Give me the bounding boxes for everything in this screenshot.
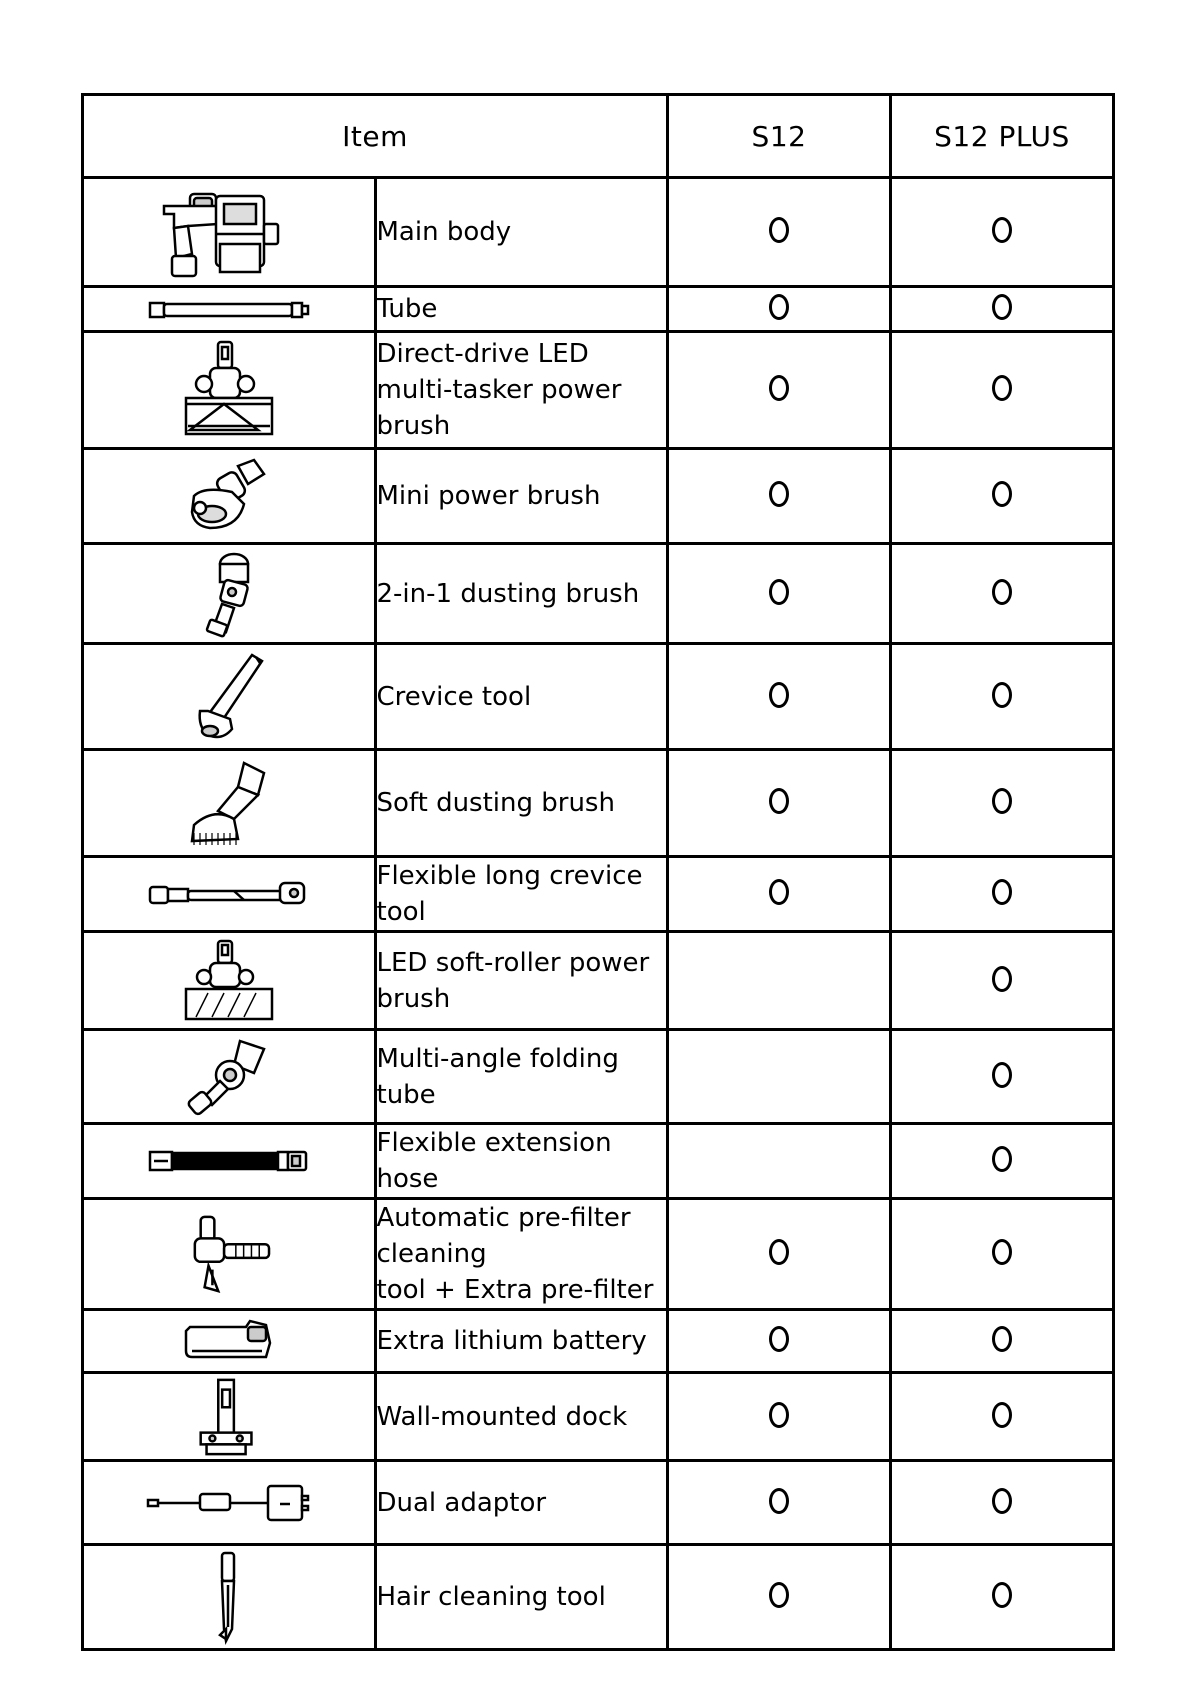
s12-plus-cell	[891, 644, 1114, 750]
included-mark-icon	[769, 1582, 789, 1608]
s12-plus-cell	[891, 1199, 1114, 1310]
extension-hose-icon	[144, 1146, 314, 1176]
header-item: Item	[83, 95, 668, 178]
included-mark-icon	[992, 217, 1012, 243]
s12-cell	[668, 1545, 891, 1650]
s12-cell	[668, 1124, 891, 1199]
table-row	[83, 178, 1114, 287]
s12-plus-cell	[891, 1030, 1114, 1124]
s12-plus-cell	[891, 1461, 1114, 1545]
s12-plus-cell	[891, 932, 1114, 1030]
table-row	[83, 1124, 1114, 1199]
header-row	[83, 95, 1114, 178]
table-row	[83, 287, 1114, 332]
s12-cell	[668, 1030, 891, 1124]
table-row	[83, 1030, 1114, 1124]
included-mark-icon	[992, 1402, 1012, 1428]
item-name: Flexible long crevice tool	[375, 857, 668, 932]
item-name: Main body	[375, 178, 668, 287]
item-image-cell	[83, 449, 376, 544]
included-mark-icon	[992, 966, 1012, 992]
item-name: Multi-angle folding tube	[375, 1030, 668, 1124]
item-name: Crevice tool	[375, 644, 668, 750]
power-brush-icon	[174, 338, 284, 442]
mini-brush-icon	[174, 456, 284, 536]
item-image-cell	[83, 332, 376, 449]
item-image-cell	[83, 750, 376, 857]
battery-icon	[174, 1313, 284, 1369]
included-mark-icon	[992, 1146, 1012, 1172]
item-image-cell	[83, 1030, 376, 1124]
included-mark-icon	[769, 1402, 789, 1428]
table-row	[83, 1545, 1114, 1650]
main-body-icon	[144, 184, 314, 280]
item-name: Soft dusting brush	[375, 750, 668, 857]
s12-cell	[668, 1461, 891, 1545]
item-image-cell	[83, 287, 376, 332]
table-row	[83, 1310, 1114, 1373]
item-image-cell	[83, 1545, 376, 1650]
included-mark-icon	[992, 294, 1012, 320]
s12-plus-cell	[891, 750, 1114, 857]
s12-plus-cell	[891, 1124, 1114, 1199]
included-mark-icon	[769, 217, 789, 243]
s12-cell	[668, 644, 891, 750]
accessory-table	[81, 93, 1115, 1651]
s12-cell	[668, 178, 891, 287]
included-mark-icon	[992, 1326, 1012, 1352]
included-mark-icon	[769, 1326, 789, 1352]
included-mark-icon	[769, 294, 789, 320]
s12-plus-cell	[891, 857, 1114, 932]
item-name: Dual adaptor	[375, 1461, 668, 1545]
item-name: Mini power brush	[375, 449, 668, 544]
header-s12-plus: S12 PLUS	[891, 95, 1114, 178]
s12-cell	[668, 1373, 891, 1461]
s12-plus-cell	[891, 287, 1114, 332]
item-name: Hair cleaning tool	[375, 1545, 668, 1650]
included-mark-icon	[769, 682, 789, 708]
s12-cell	[668, 857, 891, 932]
table-row	[83, 1461, 1114, 1545]
crevice-tool-icon	[174, 649, 284, 745]
s12-cell	[668, 1310, 891, 1373]
s12-plus-cell	[891, 1545, 1114, 1650]
table-row	[83, 1199, 1114, 1310]
included-mark-icon	[992, 481, 1012, 507]
s12-plus-cell	[891, 332, 1114, 449]
item-name: Wall-mounted dock	[375, 1373, 668, 1461]
hair-tool-icon	[174, 1549, 284, 1645]
item-image-cell	[83, 544, 376, 644]
folding-tube-icon	[174, 1035, 284, 1119]
item-image-cell	[83, 857, 376, 932]
item-name: 2-in-1 dusting brush	[375, 544, 668, 644]
included-mark-icon	[992, 788, 1012, 814]
table-row	[83, 857, 1114, 932]
item-name: Extra lithium battery	[375, 1310, 668, 1373]
item-name: Direct-drive LED multi-tasker power brush	[375, 332, 668, 449]
item-image-cell	[83, 932, 376, 1030]
item-image-cell	[83, 1310, 376, 1373]
included-mark-icon	[992, 1062, 1012, 1088]
header-s12: S12	[668, 95, 891, 178]
item-image-cell	[83, 1373, 376, 1461]
s12-plus-cell	[891, 544, 1114, 644]
adaptor-icon	[144, 1478, 314, 1528]
s12-plus-cell	[891, 449, 1114, 544]
s12-plus-cell	[891, 1310, 1114, 1373]
table-row	[83, 449, 1114, 544]
included-mark-icon	[769, 579, 789, 605]
table-row	[83, 644, 1114, 750]
included-mark-icon	[769, 1488, 789, 1514]
soft-brush-icon	[174, 755, 284, 851]
item-image-cell	[83, 1461, 376, 1545]
tube-icon	[144, 295, 314, 323]
s12-cell	[668, 750, 891, 857]
included-mark-icon	[769, 879, 789, 905]
included-mark-icon	[769, 481, 789, 507]
included-mark-icon	[769, 1239, 789, 1265]
included-mark-icon	[769, 788, 789, 814]
s12-cell	[668, 544, 891, 644]
item-name: Flexible extension hose	[375, 1124, 668, 1199]
item-image-cell	[83, 644, 376, 750]
item-name: Tube	[375, 287, 668, 332]
item-image-cell	[83, 1124, 376, 1199]
soft-roller-icon	[174, 937, 284, 1025]
s12-cell	[668, 932, 891, 1030]
prefilter-tool-icon	[174, 1213, 284, 1295]
included-mark-icon	[992, 1239, 1012, 1265]
included-mark-icon	[992, 375, 1012, 401]
table-row	[83, 750, 1114, 857]
s12-plus-cell	[891, 178, 1114, 287]
included-mark-icon	[992, 879, 1012, 905]
long-crevice-icon	[144, 879, 314, 909]
item-name: LED soft-roller power brush	[375, 932, 668, 1030]
included-mark-icon	[992, 1488, 1012, 1514]
dusting-brush-icon	[174, 548, 284, 640]
table-row	[83, 932, 1114, 1030]
item-image-cell	[83, 1199, 376, 1310]
item-image-cell	[83, 178, 376, 287]
s12-cell	[668, 287, 891, 332]
included-mark-icon	[992, 682, 1012, 708]
included-mark-icon	[769, 375, 789, 401]
included-mark-icon	[992, 579, 1012, 605]
included-mark-icon	[992, 1582, 1012, 1608]
table-row	[83, 1373, 1114, 1461]
wall-dock-icon	[174, 1376, 284, 1458]
table-row	[83, 544, 1114, 644]
item-name: Automatic pre-filter cleaning tool + Extra pre-filter	[375, 1199, 668, 1310]
s12-plus-cell	[891, 1373, 1114, 1461]
table-row	[83, 332, 1114, 449]
s12-cell	[668, 332, 891, 449]
s12-cell	[668, 449, 891, 544]
s12-cell	[668, 1199, 891, 1310]
